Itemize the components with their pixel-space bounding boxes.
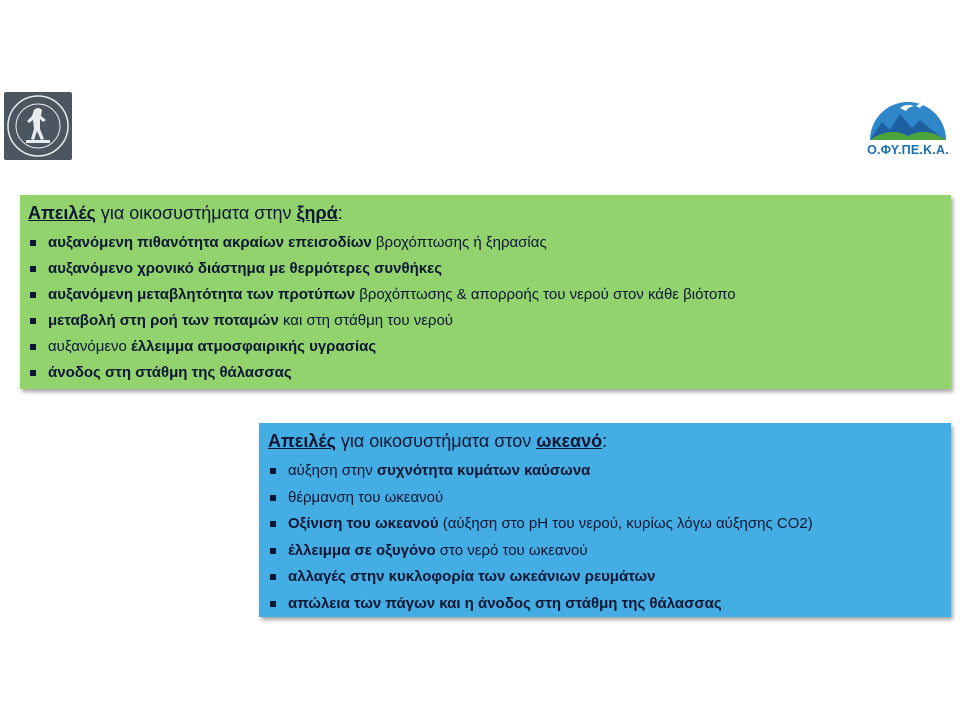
list-item: αυξανόμενο έλλειμμα ατμοσφαιρικής υγρασίας [28,334,736,360]
seal-graphic [6,94,70,158]
ofypeka-logo-text: Ο.ΦΥ.ΠΕ.Κ.Α. [867,143,949,157]
land-threats-title: Απειλές για οικοσυστήματα στην ξηρά: [28,203,343,223]
list-item: αύξηση στην συχνότητα κυμάτων καύσωνα [268,458,813,485]
list-item: αυξανόμενο χρονικό διάστημα με θερμότερες συνθήκες [28,256,736,282]
ofypeka-landscape-logo [860,96,956,144]
land-threats-list [28,230,736,386]
list-item: άνοδος στη στάθμη της θάλασσας [28,360,736,386]
list-item: απώλεια των πάγων και η άνοδος στη στάθμη της θάλασσας [268,591,813,618]
list-item: έλλειμμα σε οξυγόνο στο νερό του ωκεανού [268,538,813,565]
list-item: θέρμανση του ωκεανού [268,485,813,512]
ntua-seal-logo [4,92,72,160]
list-item: αυξανόμενη μεταβλητότητα των προτύπων βροχόπτωσης & απορροής του νερού στον κάθε βιότοπο [28,282,736,308]
ocean-threats-list [268,458,813,617]
list-item: μεταβολή στη ροή των ποταμών και στη στάθμη του νερού [28,308,736,334]
list-item: αυξανόμενη πιθανότητα ακραίων επεισοδίων βροχόπτωσης ή ξηρασίας [28,230,736,256]
ofypeka-logo [860,96,956,162]
list-item: αλλαγές στην κυκλοφορία των ωκεάνιων ρευμάτων [268,564,813,591]
list-item: Οξίνιση του ωκεανού (αύξηση στο pH του νερού, κυρίως λόγω αύξησης CO2) [268,511,813,538]
land-threats-box [20,195,951,389]
ocean-threats-box [259,423,951,617]
ocean-threats-title: Απειλές για οικοσυστήματα στον ωκεανό: [268,431,608,451]
